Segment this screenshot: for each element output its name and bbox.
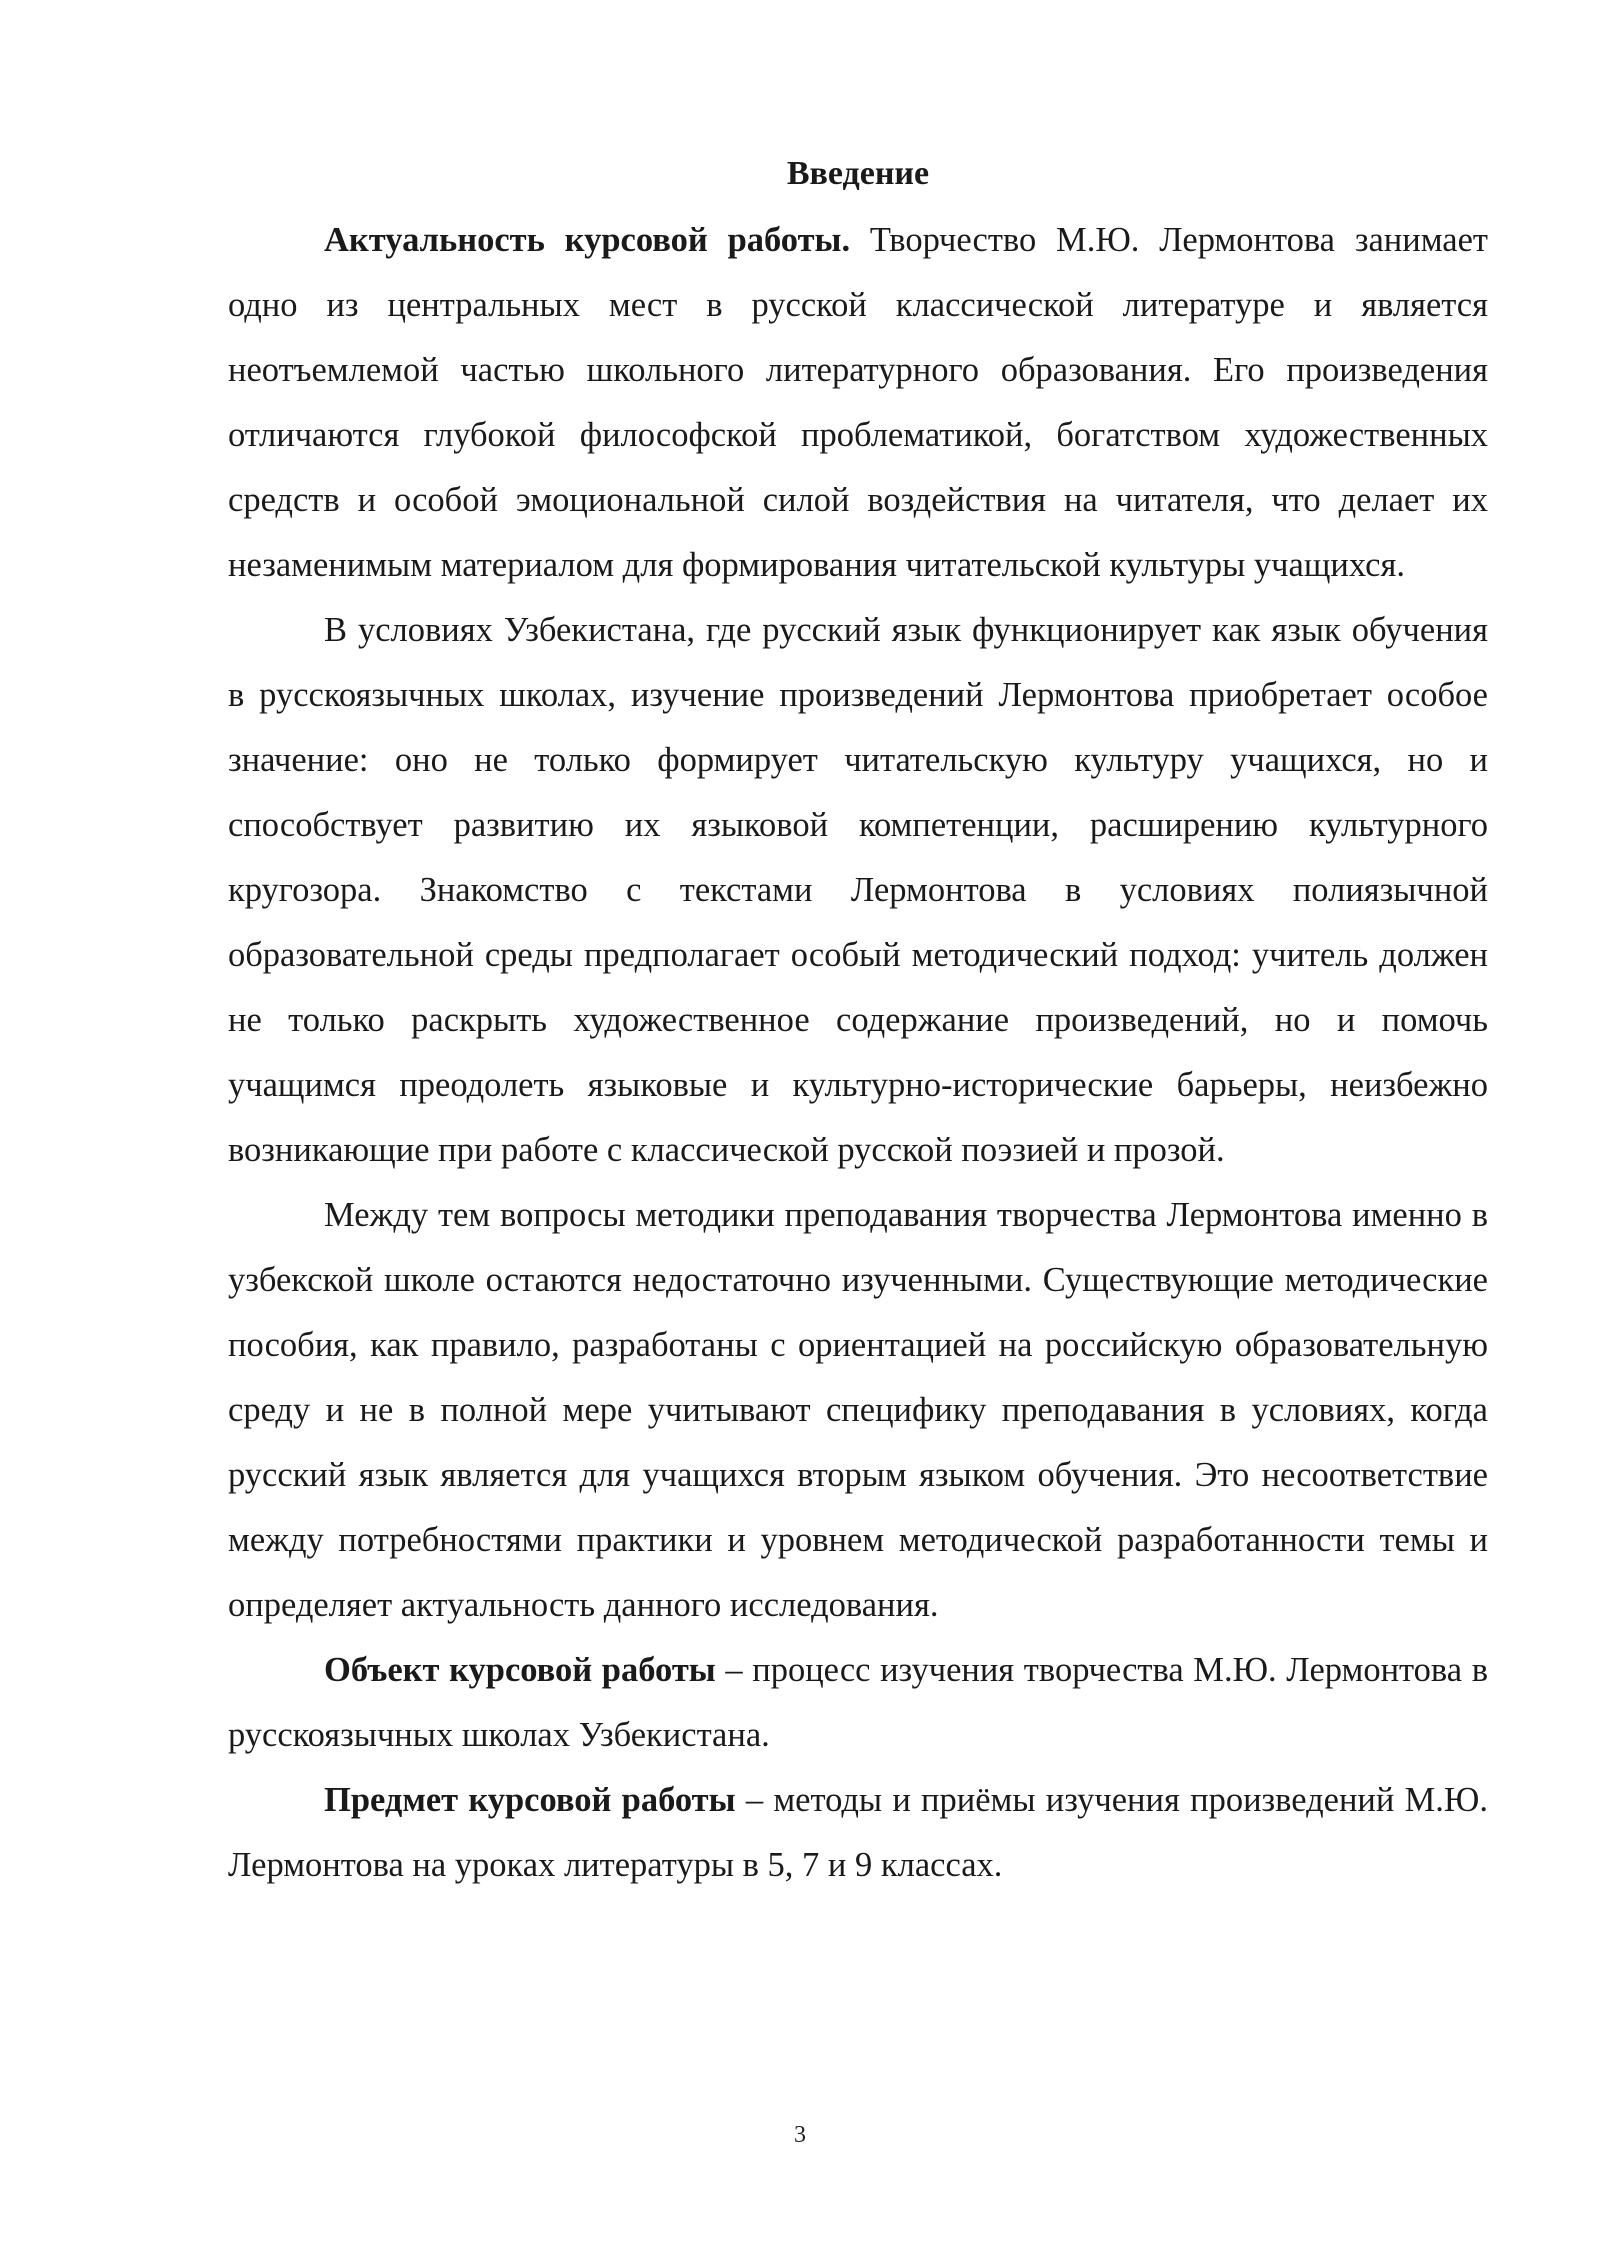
paragraph-relevance	[228, 208, 1488, 598]
page-number: 3	[794, 2122, 806, 2148]
paragraph-object	[228, 1638, 1488, 1768]
paragraph-research-gap	[228, 1183, 1488, 1638]
section-heading: Введение	[786, 155, 930, 192]
paragraph-lead-object: Объект курсовой работы	[324, 1651, 716, 1689]
page-content	[228, 148, 1488, 1898]
paragraph-text-uzbekistan-context: В условиях Узбекистана, где русский язык функционирует как язык обучения в русскоязычных школах, изучение произведений Лермонтова приобретает особое значение: оно не только формирует читательскую культуру учащихся, но и способствует развитию их языковой компетенции, расширению культурного кругозора. Знакомство с текстами Лермонтова в условиях полиязычной образовательной среды предполагает особый методический подход: учитель должен не только раскрыть художественное содержание произведений, но и помочь учащимся преодолеть языковые и культурно-исторические барьеры, неизбежно возникающие при работе с классической русской поэзией и прозой.	[228, 611, 1488, 1169]
paragraph-subject	[228, 1768, 1488, 1898]
paragraph-lead-subject: Предмет курсовой работы	[324, 1781, 736, 1819]
paragraph-text-relevance: Творчество М.Ю. Лермонтова занимает одно из центральных мест в русской классической литературе и является неотъемлемой частью школьного литературного образования. Его произведения отличаются глубокой философской проблематикой, богатством художественных средств и особой эмоциональной силой воздействия на читателя, что делает их незаменимым материалом для формирования читательской культуры учащихся.	[228, 221, 1488, 584]
paragraph-text-research-gap: Между тем вопросы методики преподавания творчества Лермонтова именно в узбекской школе остаются недостаточно изученными. Существующие методические пособия, как правило, разработаны с ориентацией на российскую образовательную среду и не в полной мере учитывают специфику преподавания в условиях, когда русский язык является для учащихся вторым языком обучения. Это несоответствие между потребностями практики и уровнем методической разработанности темы и определяет актуальность данного исследования.	[228, 1196, 1488, 1624]
paragraph-uzbekistan-context	[228, 598, 1488, 1183]
paragraph-lead-relevance: Актуальность курсовой работы.	[324, 221, 851, 259]
paragraph-text-subject: – методы и приёмы изучения произведений М.Ю. Лермонтова на уроках литературы в 5, 7 и 9 классах.	[228, 1781, 1488, 1884]
paragraph-text-object: – процесс изучения творчества М.Ю. Лермонтова в русскоязычных школах Узбекистана.	[228, 1651, 1488, 1754]
